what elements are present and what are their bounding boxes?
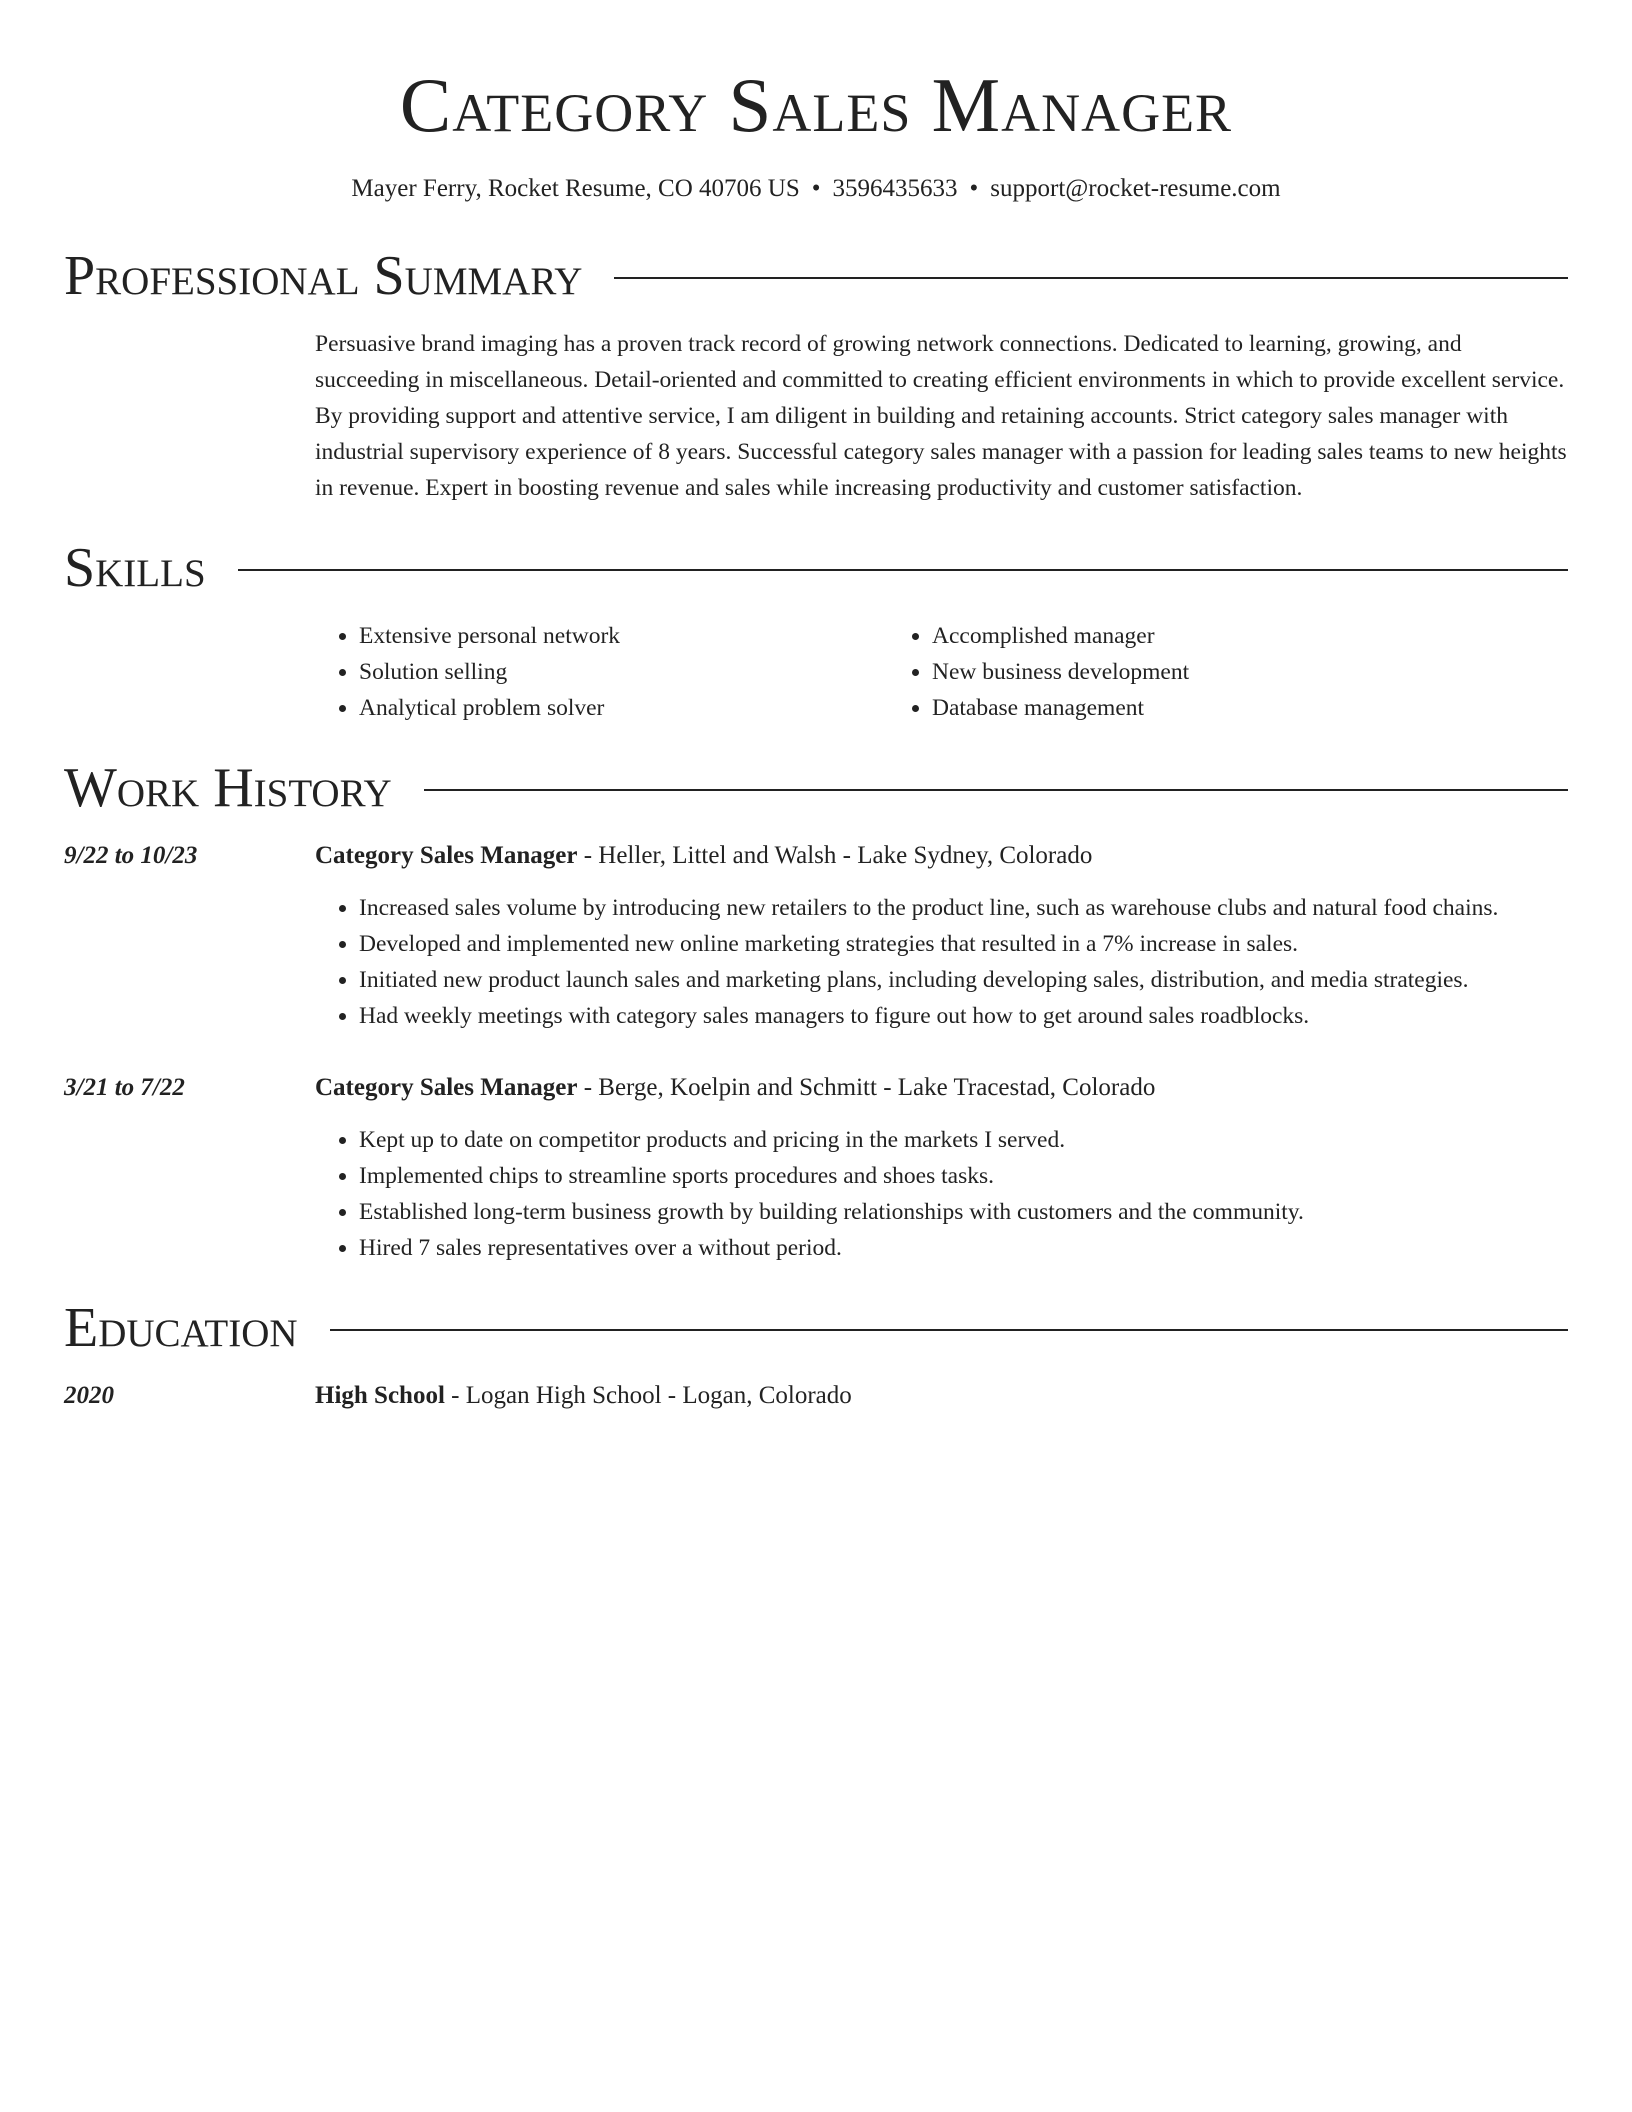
skills-column-left: [315, 618, 888, 726]
work-entry-body: [315, 1070, 1568, 1266]
job-bullet: • Had weekly meetings with category sales managers to figure out how to get around sales roadblocks.: [359, 998, 1568, 1034]
skills-list: [315, 618, 1568, 726]
contact-phone: 3596435633: [832, 175, 958, 202]
summary-text: Persuasive brand imaging has a proven track record of growing network connections. Dedicated to learning, growing, and succeeding in miscellaneous. Detail-oriented and committed to creating efficient environments in which to provide excellent service. By providing support and attentive service, I am diligent in building and retaining accounts. Strict category sales manager with industrial supervisory experience of 8 years. Successful category sales manager with a passion for leading sales teams to new heights in revenue. Expert in boosting revenue and sales while increasing productivity and customer satisfaction.: [315, 331, 1567, 501]
work-title-line: [315, 1070, 1568, 1106]
summary-heading: Professional Summary: [64, 245, 583, 307]
education-entry-body: [315, 1378, 1568, 1414]
work-entry-body: [315, 838, 1568, 1034]
education-entry: [64, 1378, 1568, 1414]
degree: High School: [315, 1382, 445, 1409]
contact-address: Mayer Ferry, Rocket Resume, CO 40706 US: [351, 175, 800, 202]
skills-column-right: [888, 618, 1461, 726]
work-title-line: [315, 838, 1568, 874]
job-bullet: • Established long-term business growth by building relationships with customers and the community.: [359, 1194, 1568, 1230]
job-bullet: • Initiated new product launch sales and marketing plans, including developing sales, distribution, and media strategies.: [359, 962, 1568, 998]
work-heading: Work History: [64, 757, 392, 819]
work-entry: [64, 838, 1568, 1034]
section-divider: [424, 789, 1568, 791]
section-divider: [330, 1329, 1568, 1331]
section-divider: [238, 569, 1568, 571]
work-section-header: [64, 756, 1568, 820]
job-bullet: • Developed and implemented new online marketing strategies that resulted in a 7% increase in sales.: [359, 926, 1568, 962]
job-details: - Heller, Littel and Walsh - Lake Sydney, Colorado: [577, 842, 1093, 869]
skill-item: • Extensive personal network: [359, 618, 888, 654]
work-dates: 9/22 to 10/23: [64, 842, 198, 869]
job-bullet: • Implemented chips to streamline sports procedures and shoes tasks.: [359, 1158, 1568, 1194]
education-year: 2020: [64, 1382, 114, 1409]
education-heading: Education: [64, 1297, 298, 1359]
skill-item: • Solution selling: [359, 654, 888, 690]
work-entry: [64, 1070, 1568, 1266]
job-bullet: • Kept up to date on competitor products and pricing in the markets I served.: [359, 1122, 1568, 1158]
work-dates: 3/21 to 7/22: [64, 1074, 185, 1101]
skill-item: • Accomplished manager: [932, 618, 1461, 654]
skill-item: • Analytical problem solver: [359, 690, 888, 726]
skills-section-header: [64, 536, 1568, 600]
job-title: Category Sales Manager: [315, 1074, 578, 1101]
job-bullet: • Hired 7 sales representatives over a without period.: [359, 1230, 1568, 1266]
job-bullets: [315, 890, 1568, 1034]
education-title-line: [315, 1378, 1568, 1414]
skills-heading: Skills: [64, 537, 206, 599]
contact-email: support@rocket-resume.com: [990, 175, 1281, 202]
job-details: - Berge, Koelpin and Schmitt - Lake Tracestad, Colorado: [577, 1074, 1156, 1101]
skill-item: • New business development: [932, 654, 1461, 690]
section-divider: [614, 277, 1568, 279]
summary-section-header: [64, 244, 1568, 308]
job-bullets: [315, 1122, 1568, 1266]
school-details: - Logan High School - Logan, Colorado: [444, 1382, 852, 1409]
job-title: Category Sales Manager: [315, 842, 578, 869]
skill-item: • Database management: [932, 690, 1461, 726]
education-section-header: [64, 1296, 1568, 1360]
resume-title: Category Sales Manager: [399, 62, 1233, 148]
contact-line: [64, 172, 1568, 206]
contact-separator: •: [969, 175, 979, 202]
contact-separator: •: [811, 175, 821, 202]
job-bullet: • Increased sales volume by introducing new retailers to the product line, such as warehouse clubs and natural food chains.: [359, 890, 1568, 926]
